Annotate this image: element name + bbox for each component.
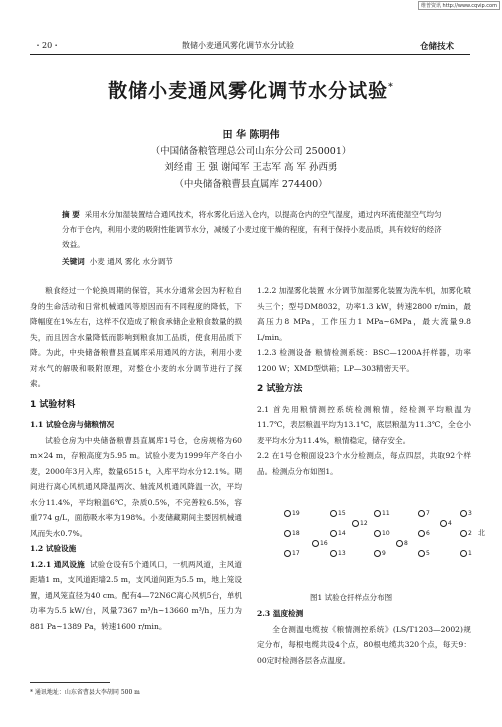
sampling-point [418,510,430,517]
sampling-point [330,550,346,557]
sampling-point-label: 19 [292,510,300,517]
sampling-point-figure [268,508,485,562]
sampling-point-marker [418,510,425,517]
sampling-point [418,550,430,557]
section-1-1-heading: 1.1 试验仓房与储粮情况 [30,420,115,429]
running-header [0,22,502,50]
watermark: 维普资讯 http://www.cqvip.com [418,1,500,10]
sampling-point-marker [374,510,381,517]
sampling-point-marker [330,550,337,557]
sampling-point [374,550,386,557]
sampling-point-label: 10 [382,530,390,537]
authors-line-1: 田 华 陈明伟 [222,130,280,141]
sampling-point-marker [460,510,467,517]
sampling-point [460,510,472,517]
section-2-1-text: 2.1 首先用粮情测控系统检测粮情，经检测平均粮温为11.7℃，表层粮温平均为13.1℃，底层粮温为11.3℃，全仓小麦平均水分为11.4%，粮情稳定，储存安全。 [257,404,471,445]
section-2-heading: 2 试验方法 [257,384,303,394]
intro-paragraph: 粮食经过一个轮换周期的保管，其水分通常会因为籽粒自身的生命活动和日常机械通风等原因而有不同程度的降低，下降幅度在1%左右，这样不仅造成了粮食承储企业粮食数量的损失，而且因含水量降低而影响到粮食加工品质，使食用品质下降。为此，中央储备粮曹县直属库采用通风的方法，利用小麦对水气的解吸和吸附原理，对整仓小麦的水分调节进行了探索。 [30,286,242,388]
sampling-point [330,530,346,537]
section-1-2-1-text [30,557,242,635]
abstract-label: 摘 要 [62,210,80,219]
header-rule [30,54,470,55]
abstract [62,207,442,252]
title-footnote-mark: * [388,82,394,93]
keywords-label: 关键词 [62,257,85,266]
sampling-point-marker [312,540,319,547]
right-column [257,283,471,479]
abstract-text: 采用水分加湿装置结合通风技术，将水雾化后送入仓内，以提高仓内的空气湿度，通过内环流使湿空气均匀分布于仓内，利用小麦的吸附性能调节水分，减缓了小麦过度干燥的程度，有利于保持小麦品质，具有较好的经济效益。 [62,210,442,249]
section-name: 仓储技术 [420,42,455,52]
authors-line-2: 刘经甫 王 强 谢闻军 王志军 高 军 孙西勇 [164,162,338,173]
sampling-point-label: 6 [426,530,430,537]
sampling-point-label: 13 [338,550,346,557]
sampling-point [312,540,328,547]
article-title [0,76,502,103]
sampling-point-marker [396,540,403,547]
figure-caption: 图1 试验仓扦样点分布图 [310,593,393,602]
running-title: 散储小麦通风雾化调节水分试验 [182,41,294,50]
sampling-point-label: 16 [320,540,328,547]
keywords-text: 小麦 通风 雾化 水分调节 [89,257,173,266]
sampling-point-label: 2 [468,530,472,537]
right-column-continued [257,606,471,668]
section-2-3-text: 全仓测温电缆按《粮情测控系统》(LS/T1203—2002)规定分布，每根电缆共设4个点，80根电缆共320个点，每天9：00定时检测各层各点温度。 [257,624,471,665]
keywords [62,254,442,269]
article-title-text: 散储小麦通风雾化调节水分试验 [108,80,389,102]
sampling-point-label: 4 [448,520,452,527]
sampling-point-marker [418,530,425,537]
section-2-3-heading: 2.3 温度检测 [257,609,304,618]
sampling-point-marker [418,550,425,557]
sampling-point-marker [374,550,381,557]
sampling-point-label: 12 [360,520,368,527]
sampling-point-label: 9 [382,550,386,557]
sampling-point-label: 11 [382,510,390,517]
sampling-point [330,510,346,517]
sampling-point-label: 8 [404,540,408,547]
left-column [30,283,242,634]
sampling-point-label: 3 [468,510,472,517]
sampling-point [418,530,430,537]
sampling-point-marker [460,530,467,537]
section-1-2-heading: 1.2 试验设施 [30,544,77,553]
sampling-point-label: 1 [468,550,472,557]
section-1-heading: 1 试验材料 [30,399,76,410]
section-1-2-3-text: 1.2.3 检测设备 粮情检测系统：BSC—1200A扦样器，功率1200 W；XMD型烘箱；LP—303精密天平。 [257,348,471,373]
sampling-point-label: 17 [292,550,300,557]
sampling-point-label: 18 [292,530,300,537]
affiliation-2: （中央储备粮曹县直属库 274400） [174,179,328,190]
sampling-point [284,530,300,537]
footnote-rule [30,682,110,683]
sampling-point [396,540,408,547]
footnote: * 通讯地址：山东省曹县大李胡同 500 m [30,689,140,696]
page-number: ・20・ [34,41,61,50]
sampling-point-marker [352,520,359,527]
sampling-point-marker [460,550,467,557]
sampling-point-marker [284,550,291,557]
sampling-point-label: 14 [338,530,346,537]
sampling-point-marker [284,530,291,537]
section-2-2-text: 2.2 在1号仓粮面设23个水分检测点，每点四层，共取92个样品。检测点分布如图1。 [257,451,471,476]
sampling-point-marker [330,510,337,517]
sampling-point-marker [374,530,381,537]
sampling-point-label: 7 [426,510,430,517]
sampling-point-label: 15 [338,510,346,517]
sampling-point [460,550,472,557]
section-1-1-text: 试验仓房为中央储备粮曹县直属库1号仓，仓房规格为60 m×24 m，存粮高度为5.95 m。试验小麦为1999年产冬白小麦，2000年3月入库，数量6515 t，入库平均水分12.1%。期间进行离心风机通风降温两次、轴流风机通风降温一次，平均水分11.4%，平均粮温6℃，杂质0.5%，不完善粒6.5%，容重774 g/L，面筋吸水率为198%。小麦储藏期间主要因机械通风而失水0.7%。 [30,435,242,538]
section-1-2-1-body: 试验仓设有5个通风口，一机两风道，主风道距墙1 m，支风道距墙2.5 m，支风道间距为5.5 m，地上笼设置，通风笼直径为40 cm。配有4—72N6C离心风机5台，单机功率为5.5 kW/台，风量7367 m³/h~13660 m³/h，压力为881 Pa~1389 Pa，转速1600 r/min。 [30,559,243,631]
affiliation-1: （中国储备粮管理总公司山东分公司 250001） [150,146,352,157]
sampling-point-label: 5 [426,550,430,557]
north-label: 北 [478,529,485,537]
section-1-2-2-text: 1.2.2 加湿雾化装置 水分调节加湿雾化装置为洗车机，加雾化喷头三个；型号DM8032，功率1.3 kW，转速2800 r/min，最高压力8 MPa，工作压力1 MPa~6MPa，最大流量9.8 L/min。 [257,286,471,342]
sampling-point-marker [440,520,447,527]
sampling-point-marker [284,510,291,517]
sampling-point [374,510,390,517]
sampling-point [352,520,368,527]
sampling-point [460,530,472,537]
sampling-point [374,530,390,537]
section-1-2-1-heading: 1.2.1 通风设施 [30,559,85,569]
sampling-point-marker [330,530,337,537]
sampling-point [284,550,300,557]
sampling-point [440,520,452,527]
sampling-point [284,510,300,517]
